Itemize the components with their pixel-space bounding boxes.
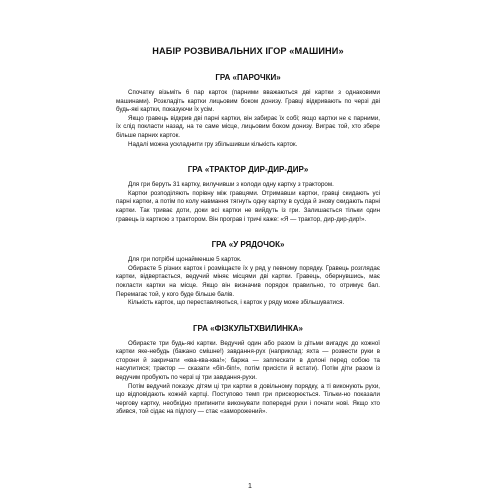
section-title: ГРА «У РЯДОЧОК» <box>211 240 285 250</box>
section-title: ГРА «ПАРОЧКИ» <box>215 73 281 82</box>
paragraph: Обираєте три будь-які картки. Ведучий один або разом із дітьми вигадує до кожної картки яке-небудь (бажано смішне!) завдання-рух (наприклад: яхта — розвести руки в сторони й закричати «ква-ква-ква!»; баржа — заплескати в долоні перед собою та насупитися; трактор — сказати «біп-біп!», потім присісти й встати). Потім діти разом із ведучим пробують по черзі ці три завдання-рухи. <box>116 339 380 382</box>
section-title: ГРА «ФІЗКУЛЬТХВИЛИНКА» <box>193 323 303 333</box>
section-u-riadochok <box>116 240 380 308</box>
paragraph: Для гри беруть 31 картку, вилучивши з колоди одну картку з трактором. <box>128 181 334 189</box>
paragraph: Картки розподіляють порівну між гравцями. Отримавши картки, гравці скидають усі парні картки, а потім по колу навмання тягнуть одну картку в сусіда й знову скидають парні картки. Так триває доти, доки всі картки не вийдуть із гри. Залишається тільки один гравець із карткою з трактором. Він програв і тричі каже: «Я — трактор, дир-дир-дир!». <box>116 189 380 223</box>
page-number: 1 <box>248 483 252 490</box>
section-fizkultkhvylynka <box>116 324 380 417</box>
page-title: НАБІР РОЗВИВАЛЬНИХ ІГОР «МАШИНИ» <box>152 46 344 56</box>
section-title: ГРА «ТРАКТОР ДИР-ДИР-ДИР» <box>187 165 309 175</box>
paragraph: Надалі можна ускладнити гру збільшивши кількість карток. <box>128 140 298 148</box>
section-parochky <box>116 73 380 149</box>
paragraph: Потім ведучий показує дітям ці три картки в довільному порядку, а ті виконують рухи, що відповідають кожній картці. Поступово темп гри прискорюється. Тільки-но показали чергову картку, необхідно припинити виконувати попередні рухи і почати нові. Якщо хто збився, той сідає на підлогу — стає «заморожений». <box>116 382 380 416</box>
paragraph: Обираєте 5 різних карток і розміщаєте їх у ряд у певному порядку. Гравець розглядає картки, відвертається, ведучий міняє місцями дві картки. Гравець, обернувшись, має покласти картки на місце. Якщо він визначив порядок правильно, то отримує бал. Перемагає той, у кого буде більше балів. <box>116 264 380 298</box>
page-content <box>116 46 380 417</box>
section-traktor <box>116 165 380 224</box>
paragraph: Кількість карток, що переставляються, і карток у ряду може збільшуватися. <box>128 299 345 307</box>
paragraph: Спочатку візьміть 6 пар карток (парними вважаються дві картки з однаковими машинами). Розкладіть картки лицьовим боком донизу. Гравці відкривають по черзі дві будь-які картки, показуючи їх усім. <box>116 89 380 114</box>
paragraph: Якщо гравець відкрив дві парні картки, він забирає їх собі; якщо картки не є парними, їх слід покласти назад, на те саме місце, лицьовим боком донизу. Виграє той, хто збере більше парних карток. <box>116 114 380 139</box>
paragraph: Для гри потрібні щонайменше 5 карток. <box>128 256 242 264</box>
